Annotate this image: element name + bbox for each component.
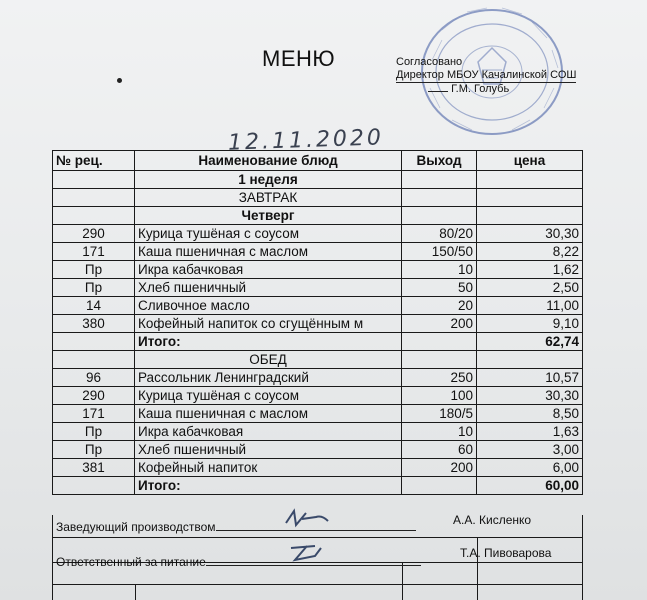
table-row (53, 243, 583, 261)
week-label: 1 неделя (135, 171, 402, 189)
dish-yield: 20 (402, 297, 477, 315)
grid-line (52, 537, 583, 538)
dish-yield: 250 (402, 369, 477, 387)
table-row (53, 441, 583, 459)
handwritten-date: 12.11.2020 (227, 125, 385, 156)
production-label: Заведующий производством (56, 520, 216, 534)
table-row (53, 297, 583, 315)
grid-line (582, 515, 583, 600)
page-title: МЕНЮ (262, 46, 336, 71)
header-yield: Выход (402, 151, 477, 171)
dish-name: Курица тушёная с соусом (135, 225, 402, 243)
dish-name: Икра кабачковая (135, 423, 402, 441)
breakfast-total-row (53, 333, 583, 351)
table-row (53, 459, 583, 477)
recipe-code: 290 (53, 387, 135, 405)
header-dish-name: Наименование блюд (135, 151, 402, 171)
nutrition-signature-row (56, 555, 421, 569)
table-row (53, 423, 583, 441)
recipe-code: Пр (53, 423, 135, 441)
recipe-code: 14 (53, 297, 135, 315)
approval-label: Согласовано (396, 56, 463, 68)
dish-name: Каша пшеничная с маслом (135, 243, 402, 261)
dish-price: 30,30 (477, 387, 583, 405)
production-signature-row (56, 520, 416, 534)
table-row (53, 261, 583, 279)
recipe-code: 290 (53, 225, 135, 243)
dish-name: Хлеб пшеничный (135, 441, 402, 459)
dish-yield: 200 (402, 459, 477, 477)
recipe-code: 96 (53, 369, 135, 387)
dish-yield: 200 (402, 315, 477, 333)
recipe-code: 171 (53, 405, 135, 423)
grid-line (135, 584, 136, 600)
dish-price: 1,62 (477, 261, 583, 279)
table-row (53, 369, 583, 387)
dish-yield: 80/20 (402, 225, 477, 243)
dish-name: Рассольник Ленинградский (135, 369, 402, 387)
approval-block (396, 56, 576, 96)
dish-price: 11,00 (477, 297, 583, 315)
table-row (53, 315, 583, 333)
dish-price: 30,30 (477, 225, 583, 243)
dish-name: Курица тушёная с соусом (135, 387, 402, 405)
table-row (53, 387, 583, 405)
table-row (53, 225, 583, 243)
recipe-code: Пр (53, 279, 135, 297)
breakfast-total-label: Итого: (135, 333, 402, 351)
nutrition-label: Ответственный за питание (56, 555, 206, 569)
dish-price: 8,22 (477, 243, 583, 261)
approval-director-name: Г.М. Голубь (451, 83, 510, 95)
recipe-code: 380 (53, 315, 135, 333)
dish-yield: 150/50 (402, 243, 477, 261)
lunch-total-value: 60,00 (477, 477, 583, 495)
dish-price: 3,00 (477, 441, 583, 459)
grid-line (52, 584, 583, 585)
recipe-code: Пр (53, 441, 135, 459)
nutrition-name: Т.А. Пивоварова (460, 546, 552, 560)
header-price: цена (477, 151, 583, 171)
dish-name: Хлеб пшеничный (135, 279, 402, 297)
dish-yield: 100 (402, 387, 477, 405)
lunch-total-row (53, 477, 583, 495)
dish-name: Сливочное масло (135, 297, 402, 315)
dish-price: 10,57 (477, 369, 583, 387)
production-signature (282, 505, 332, 536)
menu-table (52, 150, 583, 495)
dish-price: 8,50 (477, 405, 583, 423)
dish-price: 2,50 (477, 279, 583, 297)
day-label: Четверг (135, 207, 402, 225)
dish-name: Икра кабачковая (135, 261, 402, 279)
dish-price: 6,00 (477, 459, 583, 477)
dish-name: Каша пшеничная с маслом (135, 405, 402, 423)
breakfast-label: ЗАВТРАК (135, 189, 402, 207)
dish-yield: 10 (402, 261, 477, 279)
recipe-code: 381 (53, 459, 135, 477)
ink-dot (117, 78, 122, 83)
lunch-label: ОБЕД (135, 351, 402, 369)
dish-yield: 50 (402, 279, 477, 297)
grid-line (52, 515, 53, 600)
nutrition-signature (285, 540, 329, 571)
dish-yield: 10 (402, 423, 477, 441)
approval-director: Директор МБОУ Качалинской СОШ (396, 69, 577, 81)
breakfast-total-value: 62,74 (477, 333, 583, 351)
dish-yield: 60 (402, 441, 477, 459)
dish-yield: 180/5 (402, 405, 477, 423)
dish-name: Кофейный напиток со сгущённым м (135, 315, 402, 333)
dish-price: 1,63 (477, 423, 583, 441)
table-row (53, 405, 583, 423)
dish-price: 9,10 (477, 315, 583, 333)
dish-name: Кофейный напиток (135, 459, 402, 477)
recipe-code: Пр (53, 261, 135, 279)
lunch-total-label: Итого: (135, 477, 402, 495)
header-recipe-no: № рец. (53, 151, 135, 171)
production-name: А.А. Кисленко (453, 513, 532, 527)
table-header-row (53, 151, 583, 171)
recipe-code: 171 (53, 243, 135, 261)
table-row (53, 279, 583, 297)
